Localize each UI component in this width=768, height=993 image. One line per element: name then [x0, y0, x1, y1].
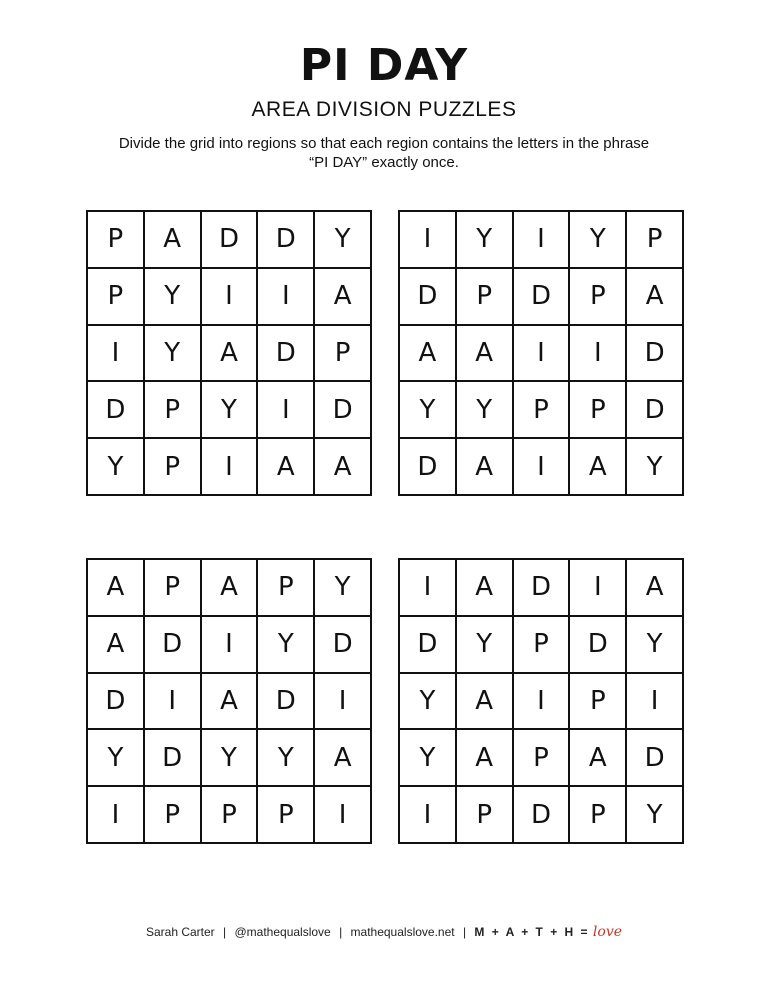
- grid-cell: D: [144, 616, 201, 673]
- grid-cell: P: [257, 786, 314, 843]
- grid-cell: D: [626, 381, 683, 438]
- grid-cell: I: [513, 673, 570, 730]
- grid-cell: P: [87, 211, 144, 268]
- grid-cell: A: [399, 325, 456, 382]
- footer: [0, 924, 768, 940]
- grid-cell: P: [456, 268, 513, 325]
- grid-cell: A: [569, 729, 626, 786]
- grid-cell: Y: [456, 616, 513, 673]
- grid-cell: I: [201, 438, 258, 495]
- grid-cell: Y: [456, 211, 513, 268]
- grid-cell: P: [569, 381, 626, 438]
- grid-cell: A: [87, 559, 144, 616]
- grid-cell: I: [399, 559, 456, 616]
- grid-cell: P: [257, 559, 314, 616]
- grid-cell: D: [569, 616, 626, 673]
- footer-author: Sarah Carter: [145, 925, 215, 939]
- grid-cell: Y: [257, 616, 314, 673]
- grid-cell: Y: [257, 729, 314, 786]
- grid-cell: A: [201, 673, 258, 730]
- grid-cell: I: [569, 325, 626, 382]
- grid-cell: A: [201, 325, 258, 382]
- grid-cell: A: [456, 559, 513, 616]
- grid-cell: D: [257, 673, 314, 730]
- grid-cell: I: [513, 325, 570, 382]
- grid-cell: I: [314, 786, 371, 843]
- grid-cell: D: [257, 211, 314, 268]
- grid-cell: I: [201, 616, 258, 673]
- grid-cell: P: [201, 786, 258, 843]
- grid-cell: P: [513, 729, 570, 786]
- grid-cell: A: [314, 268, 371, 325]
- footer-brand-logo: M + A + T + H =: [474, 925, 590, 939]
- grid-cell: A: [456, 673, 513, 730]
- grid-cell: Y: [87, 729, 144, 786]
- footer-separator: |: [339, 925, 343, 939]
- grid-cell: A: [314, 729, 371, 786]
- grid-cell: P: [569, 786, 626, 843]
- grid-cell: D: [87, 381, 144, 438]
- grid-cell: I: [513, 438, 570, 495]
- grid-cell: I: [314, 673, 371, 730]
- grid-cell: Y: [399, 729, 456, 786]
- grid-cell: D: [314, 616, 371, 673]
- grid-cell: Y: [399, 673, 456, 730]
- grid-cell: A: [201, 559, 258, 616]
- grid-cell: D: [399, 268, 456, 325]
- footer-love-logo: love: [592, 924, 623, 940]
- grid-cell: D: [399, 438, 456, 495]
- grid-cell: I: [144, 673, 201, 730]
- page-title: PI DAY: [299, 40, 469, 91]
- instructions-text: Divide the grid into regions so that each region contains the letters in the phrase “PI DAY” exactly once.: [118, 135, 650, 171]
- grid-cell: Y: [626, 786, 683, 843]
- grid-cell: Y: [201, 381, 258, 438]
- grid-cell: P: [87, 268, 144, 325]
- grid-cell: A: [257, 438, 314, 495]
- grid-cell: D: [626, 729, 683, 786]
- grid-cell: P: [626, 211, 683, 268]
- grid-cell: A: [456, 325, 513, 382]
- grid-cell: Y: [314, 211, 371, 268]
- grid-cell: D: [626, 325, 683, 382]
- grid-cell: D: [201, 211, 258, 268]
- grid-cell: Y: [569, 211, 626, 268]
- grid-cell: Y: [399, 381, 456, 438]
- grid-cell: D: [513, 268, 570, 325]
- grid-cell: I: [201, 268, 258, 325]
- grid-cell: P: [456, 786, 513, 843]
- grid-cell: P: [144, 559, 201, 616]
- grid-cell: A: [456, 438, 513, 495]
- grid-cell: I: [257, 381, 314, 438]
- grid-cell: Y: [314, 559, 371, 616]
- grid-cell: P: [314, 325, 371, 382]
- footer-separator: |: [223, 925, 227, 939]
- grid-cell: Y: [626, 438, 683, 495]
- footer-separator: |: [462, 925, 467, 939]
- puzzle-grid-2: [398, 210, 684, 496]
- puzzle-grid-4: [398, 558, 684, 844]
- grid-cell: P: [513, 616, 570, 673]
- grid-cell: Y: [626, 616, 683, 673]
- grid-cell: D: [513, 786, 570, 843]
- grid-cell: D: [87, 673, 144, 730]
- grid-cell: D: [399, 616, 456, 673]
- grid-cell: D: [314, 381, 371, 438]
- grid-cell: Y: [144, 268, 201, 325]
- grid-cell: D: [144, 729, 201, 786]
- grid-cell: Y: [456, 381, 513, 438]
- grid-cell: P: [144, 786, 201, 843]
- grid-cell: Y: [144, 325, 201, 382]
- grid-cell: P: [144, 438, 201, 495]
- grid-cell: A: [626, 268, 683, 325]
- puzzle-grid-3: [86, 558, 372, 844]
- grid-cell: A: [144, 211, 201, 268]
- grid-cell: I: [257, 268, 314, 325]
- footer-handle: @mathequalslove: [234, 925, 331, 939]
- grid-cell: P: [569, 268, 626, 325]
- grid-cell: A: [569, 438, 626, 495]
- grid-cell: P: [144, 381, 201, 438]
- grid-cell: P: [513, 381, 570, 438]
- grid-cell: I: [87, 786, 144, 843]
- grid-cell: I: [513, 211, 570, 268]
- grid-cell: I: [399, 786, 456, 843]
- grid-cell: I: [626, 673, 683, 730]
- grid-cell: A: [626, 559, 683, 616]
- grid-cell: I: [569, 559, 626, 616]
- grid-cell: A: [456, 729, 513, 786]
- grid-cell: D: [257, 325, 314, 382]
- grid-cell: I: [87, 325, 144, 382]
- grid-cell: I: [399, 211, 456, 268]
- grid-cell: A: [87, 616, 144, 673]
- grid-cell: Y: [201, 729, 258, 786]
- footer-site: mathequalslove.net: [350, 925, 455, 939]
- puzzle-grid-1: [86, 210, 372, 496]
- grid-cell: A: [314, 438, 371, 495]
- grid-cell: D: [513, 559, 570, 616]
- grid-cell: Y: [87, 438, 144, 495]
- page-subtitle: AREA DIVISION PUZZLES: [251, 98, 517, 121]
- grid-cell: P: [569, 673, 626, 730]
